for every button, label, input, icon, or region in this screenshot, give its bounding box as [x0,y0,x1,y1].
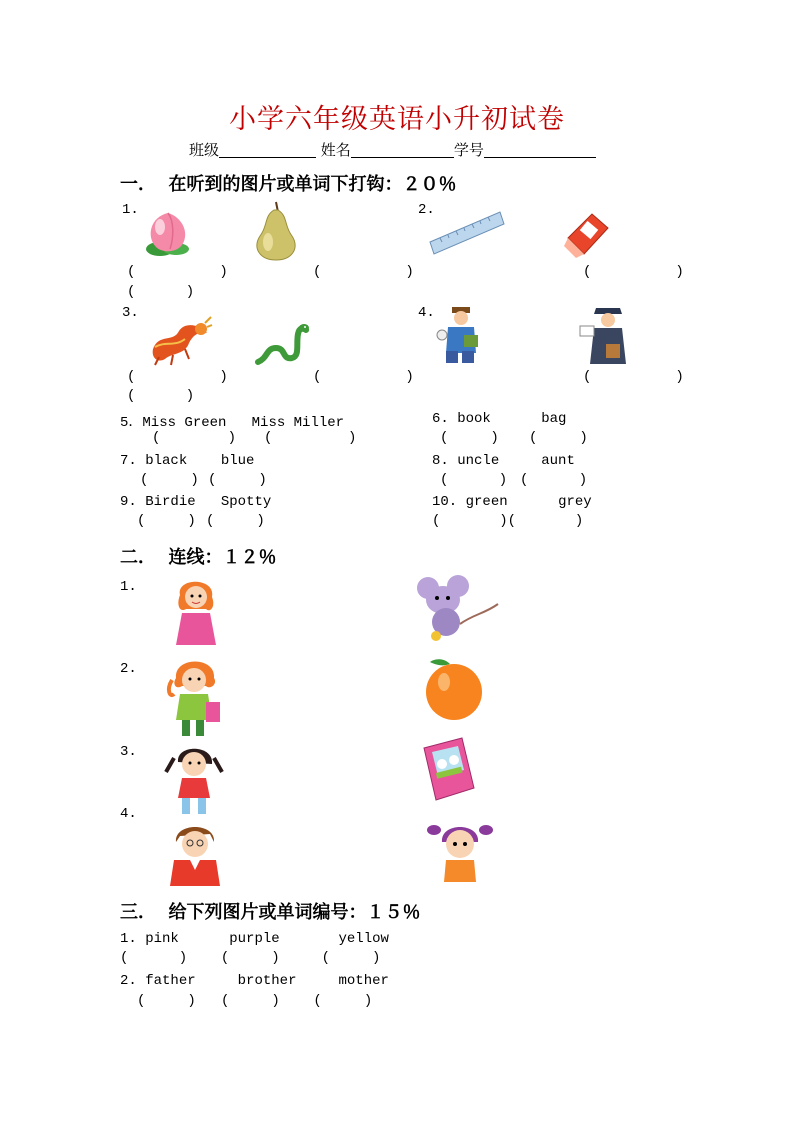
word-father: father [145,973,196,989]
item-word-a: Birdie [145,494,196,510]
q2-number: 2. [418,202,435,218]
q1-number: 1. [122,202,139,218]
class-label: 班级 [189,141,220,159]
peach-icon [140,207,195,259]
q3-number: 3. [122,305,139,321]
section2-heading: 二． 连线：１２％ [120,547,277,568]
row-number: 1. [120,931,137,947]
paren-8b: ( ) [520,472,588,488]
mouse-icon [414,574,506,644]
paren-7b: ( ) [208,472,267,488]
paren-6b: ( ) [529,430,588,446]
paren-q2b: ( ) [127,284,195,300]
item-word-b: Miss Miller [251,415,345,431]
paren-q1b: ( ) [313,264,414,280]
item-8 [432,453,575,469]
id-blank [484,143,596,158]
q4-number: 4. [418,305,435,321]
item-word-a: Miss Green [142,415,227,431]
item-number: 6. [432,411,449,427]
word-mother: mother [338,973,389,989]
item-word-b: grey [558,494,592,510]
word-purple: purple [229,931,280,947]
boy-icon [166,820,224,886]
item-number: 8. [432,453,449,469]
item-10 [432,494,592,510]
item-number: 5． [120,415,143,431]
girl-running-icon [156,742,238,820]
s3-row-1-parens: ( ) ( ) ( ) [120,950,381,966]
paren-8a: ( ) [440,472,508,488]
paren-q3b: ( ) [313,369,414,385]
item-word-a: book [457,411,491,427]
pear-icon [250,200,302,262]
paren-q4b: ( ) [127,388,195,404]
item-word-a: uncle [457,453,500,469]
item-number: 9. [120,494,137,510]
item-word-b: Spotty [220,494,272,510]
item-9 [120,494,271,510]
paren-q4a: ( ) [583,369,684,385]
section3-heading: 三． 给下列图片或单词编号：１５％ [120,902,421,923]
s3-row-2-parens: ( ) ( ) ( ) [137,993,373,1009]
match-number-2: 2. [120,661,137,677]
row-number: 2. [120,973,137,989]
paren-5a: ( ) [152,430,237,446]
word-brother: brother [237,973,297,989]
girl-book-icon [162,654,232,738]
paren-q3a: ( ) [127,369,228,385]
snake-icon [252,318,310,368]
section1-heading: 一． 在听到的图片或单词下打钩：２０％ [120,174,457,195]
item-number: 7. [120,453,137,469]
item-7 [120,453,254,469]
item-word-b: bag [541,411,567,427]
class-blank [219,143,316,158]
word-yellow: yellow [338,931,389,947]
item-5 [120,411,344,431]
item-word-b: aunt [541,453,575,469]
s3-row-2 [120,973,389,989]
paren-7a: ( ) [140,472,199,488]
id-label: 学号 [453,141,484,159]
name-label: 姓名 [320,141,351,159]
name-blank [351,143,454,158]
paren-5b: ( ) [264,430,357,446]
woman-icon [166,573,226,649]
dragon-icon [145,313,213,367]
item-word-b: blue [220,453,255,469]
student-info-line [189,139,596,160]
paren-10: ( )( ) [432,513,584,529]
paren-9a: ( ) [137,513,196,529]
item-word-a: black [145,453,188,469]
paren-q2a: ( ) [583,264,684,280]
postman-icon [576,304,636,368]
word-pink: pink [145,931,179,947]
paren-9b: ( ) [206,513,265,529]
page-title: 小学六年级英语小升初试卷 [229,104,565,135]
item-word-a: green [465,494,508,510]
item-6 [432,411,566,427]
girl-pigtails-icon [426,818,494,884]
match-number-4: 4. [120,806,137,822]
orange-icon [420,652,490,722]
worker-icon [434,305,486,365]
item-number: 10. [432,494,458,510]
match-number-1: 1. [120,579,137,595]
s3-row-1 [120,931,389,947]
eraser-icon [560,208,612,262]
paren-6a: ( ) [440,430,499,446]
match-number-3: 3. [120,744,137,760]
paren-q1a: ( ) [127,264,228,280]
book-icon [418,734,480,804]
ruler-icon [426,208,506,258]
